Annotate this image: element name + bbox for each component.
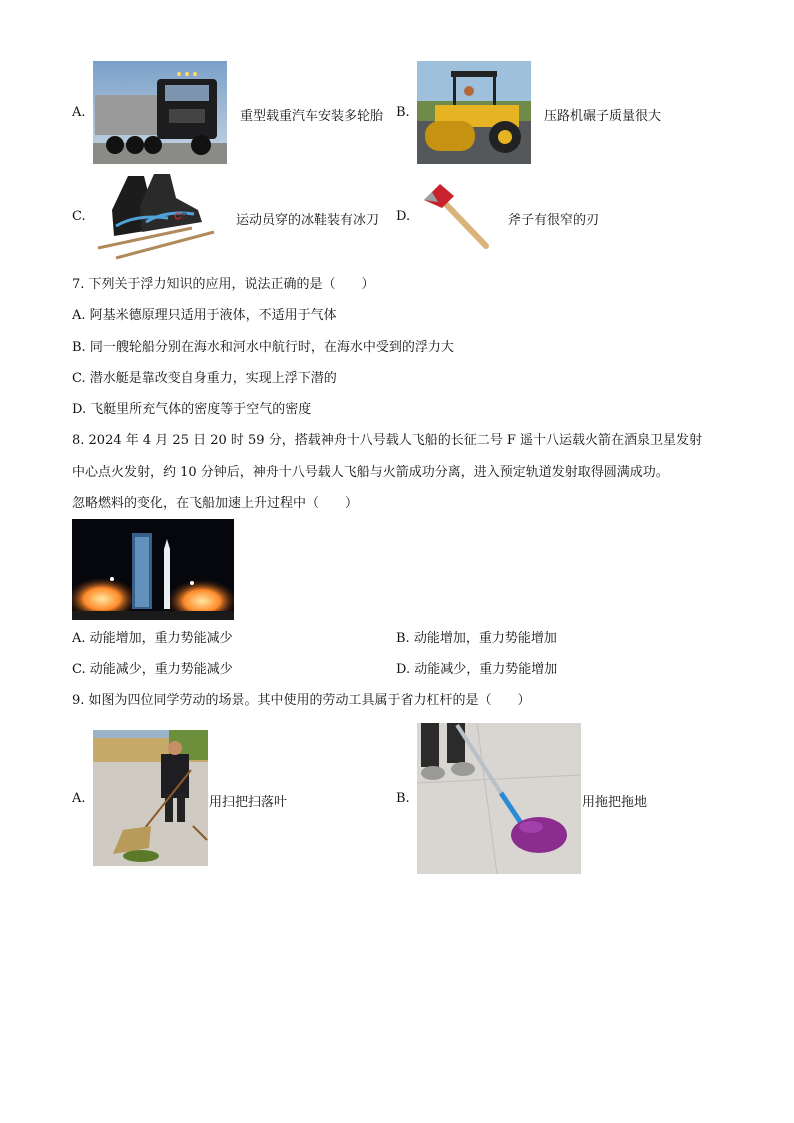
- q9-stem: 9. 如图为四位同学劳动的场景。其中使用的劳动工具属于省力杠杆的是（ ）: [72, 693, 531, 708]
- rocket-launch-photo: [72, 519, 234, 620]
- q8-stem-line1: 8. 2024 年 4 月 25 日 20 时 59 分，搭载神舟十八号载人飞船的长征二号 F 遥十八运载火箭在酒泉卫星发射: [72, 433, 702, 448]
- q6-option-c-text: 运动员穿的冰鞋装有冰刀: [236, 213, 380, 228]
- q8-option-c: C. 动能减少，重力势能减少: [72, 662, 233, 677]
- q8-stem-line3: 忽略燃料的变化，在飞船加速上升过程中（ ）: [72, 496, 359, 511]
- q6-option-c-letter: C.: [72, 209, 86, 224]
- q7-option-d: D. 飞艇里所充气体的密度等于空气的密度: [72, 402, 312, 417]
- q6-option-d-text: 斧子有很窄的刃: [508, 213, 600, 228]
- q7-option-b: B. 同一艘轮船分别在海水和河水中航行时，在海水中受到的浮力大: [72, 340, 454, 355]
- q9-option-a-text: 用扫把扫落叶: [209, 795, 288, 810]
- ice-skates-photo: [92, 170, 218, 262]
- q6-option-a-text: 重型载重汽车安装多轮胎: [240, 109, 384, 124]
- q7-option-c: C. 潜水艇是靠改变自身重力，实现上浮下潜的: [72, 371, 337, 386]
- q9-option-a-letter: A.: [72, 791, 86, 806]
- mopping-floor-photo: [417, 723, 581, 874]
- q6-option-a-letter: A.: [72, 105, 86, 120]
- q7-option-a: A. 阿基米德原理只适用于液体，不适用于气体: [72, 308, 337, 323]
- q8-option-d: D. 动能减少，重力势能增加: [396, 662, 558, 677]
- truck-photo: [93, 61, 227, 164]
- q6-option-b-letter: B.: [396, 105, 410, 120]
- axe-photo: [420, 180, 492, 252]
- q8-option-b: B. 动能增加，重力势能增加: [396, 631, 557, 646]
- q6-option-d-letter: D.: [396, 209, 411, 224]
- road-roller-photo: [417, 61, 531, 164]
- q6-option-b-text: 压路机碾子质量很大: [544, 109, 662, 124]
- q8-option-a: A. 动能增加，重力势能减少: [72, 631, 233, 646]
- q9-option-b-text: 用拖把拖地: [582, 795, 648, 810]
- q9-option-b-letter: B.: [396, 791, 410, 806]
- q7-stem: 7. 下列关于浮力知识的应用，说法正确的是（ ）: [72, 277, 375, 292]
- sweeping-leaves-photo: [93, 730, 208, 866]
- q8-stem-line2: 中心点火发射，约 10 分钟后，神舟十八号载人飞船与火箭成功分离，进入预定轨道发射取得圆满成功。: [72, 465, 669, 480]
